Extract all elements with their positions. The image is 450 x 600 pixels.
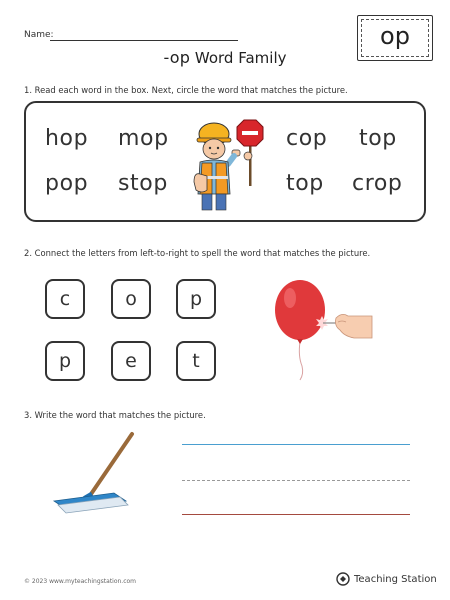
title-text: Word Family	[190, 49, 287, 67]
letter-tile[interactable]: c	[45, 279, 85, 319]
writing-line-middle[interactable]	[182, 480, 410, 481]
word-option[interactable]: crop	[352, 171, 403, 196]
balloon-pin-icon	[268, 276, 378, 382]
writing-line-bottom[interactable]	[182, 514, 410, 515]
instruction-2: 2. Connect the letters from left-to-right to spell the word that matches the picture.	[24, 248, 371, 258]
title-family: -op	[163, 48, 191, 67]
brand-name: Teaching Station	[354, 573, 437, 585]
badge-frame	[361, 19, 429, 57]
word-family-badge	[357, 15, 433, 61]
letter-tile[interactable]: e	[111, 341, 151, 381]
copyright-text: © 2023 www.myteachingstation.com	[24, 578, 137, 585]
instruction-3: 3. Write the word that matches the picture.	[24, 410, 206, 420]
word-option[interactable]: hop	[45, 126, 89, 151]
instruction-1: 1. Read each word in the box. Next, circle the word that matches the picture.	[24, 85, 348, 95]
badge-label: op	[380, 22, 410, 50]
writing-line-top[interactable]	[182, 444, 410, 445]
letter-tile[interactable]: o	[111, 279, 151, 319]
word-option[interactable]: pop	[45, 171, 89, 196]
mop-icon	[44, 431, 144, 517]
letter-tile[interactable]: t	[176, 341, 216, 381]
brand	[336, 572, 437, 586]
name-label: Name:	[24, 30, 54, 40]
word-option[interactable]: top	[359, 126, 397, 151]
teaching-station-logo-icon	[336, 572, 350, 586]
word-option[interactable]: top	[286, 171, 324, 196]
name-line[interactable]	[50, 40, 238, 41]
word-option[interactable]: mop	[118, 126, 169, 151]
letter-tile[interactable]: p	[176, 279, 216, 319]
word-option[interactable]: stop	[118, 171, 168, 196]
crossing-guard-with-stop-sign-icon	[190, 116, 274, 212]
letter-tile[interactable]: p	[45, 341, 85, 381]
word-option[interactable]: cop	[286, 126, 328, 151]
